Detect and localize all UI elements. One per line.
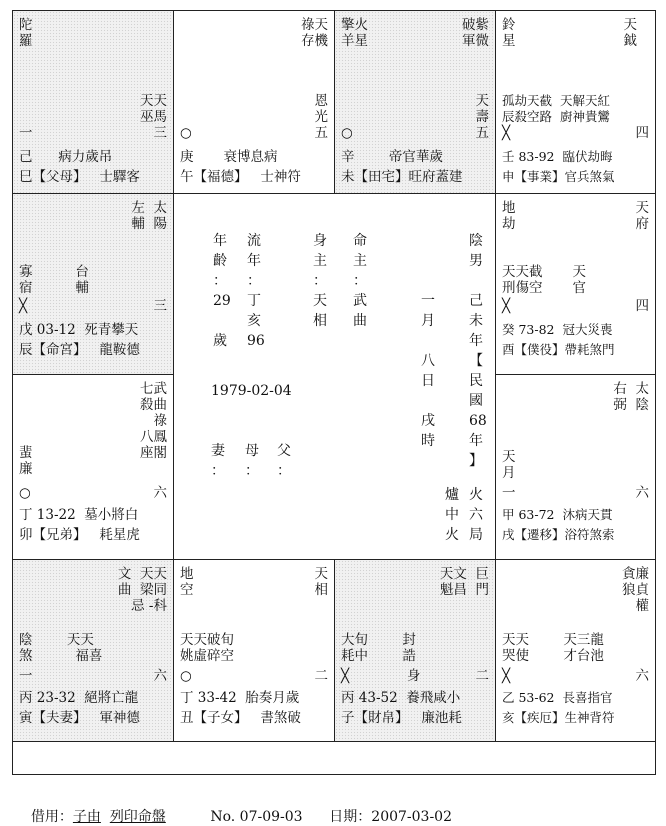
minguo-column: 【 民 國 68 年 】 — [469, 353, 487, 469]
palace-number: 三 — [153, 125, 167, 141]
liunian-column: 流 年 ： 丁 亥 96 — [247, 233, 265, 349]
palace-prefix: 一 — [19, 668, 33, 684]
mother-column: 母 ： — [245, 443, 259, 479]
palace-minor-stars: 天天 天三龍 哭使 才台池 — [502, 632, 604, 664]
palace-chou — [173, 559, 335, 742]
palace-minor-stars: 蜚 廉 — [19, 445, 33, 477]
palace-zi — [334, 559, 496, 742]
palace-number: 六 — [635, 485, 649, 501]
palace-circle-mark: ╳ — [341, 668, 350, 684]
month-day-hour-column: 一 月 八 日 戌 時 — [421, 293, 435, 449]
palace-minor-stars: 天 壽 — [475, 93, 489, 125]
palace-stars-left: 擎火 羊星 — [341, 17, 368, 49]
palace-minor-stars: 天天破旬 姚虛碎空 — [180, 632, 234, 664]
palace-bottom-line-1: 甲 63-72 沐病天貫 — [502, 507, 613, 522]
chart-center-info — [173, 193, 496, 560]
palace-wu — [173, 10, 335, 194]
palace-minor-stars: 天天截 天 刑傷空 官 — [502, 264, 587, 296]
document-date: 日期：2007-03-02 — [329, 809, 452, 825]
palace-circle-mark: ╳ — [502, 125, 511, 141]
palace-bottom-line-1: 庚 衰博息病 — [180, 149, 278, 165]
palace-circle-mark: ○ — [180, 125, 192, 141]
palace-bottom-line-2: 亥【疾厄】生神背符 — [502, 710, 615, 725]
year-column: 己 未 年 — [469, 293, 483, 349]
palace-number: 三 — [153, 298, 167, 314]
palace-bottom-line-2: 子【財帛】 廉池耗 — [341, 710, 462, 726]
palace-circle-mark: ○ — [19, 485, 31, 501]
footer-bar — [22, 790, 452, 826]
body-lord-column: 身 主 ： 天 相 — [313, 233, 327, 329]
palace-circle-mark: ○ — [180, 668, 192, 684]
borrow-label: 借用： — [30, 809, 73, 825]
palace-bottom-line-2: 申【事業】官兵煞氣 — [502, 169, 615, 184]
element-column-2: 火 六 局 — [469, 487, 483, 543]
palace-bottom-line-1: 戊 03-12 死青攀天 — [19, 322, 139, 338]
palace-stars-right: 文 天天 曲 梁同 忌 -科 — [117, 566, 167, 614]
ziwei-chart-grid — [12, 10, 656, 740]
palace-minor-stars: 寡 台 宿 輔 — [19, 264, 89, 296]
palace-number: 二 — [314, 668, 328, 684]
palace-circle-mark: ╳ — [502, 298, 511, 314]
palace-bottom-line-1: 壬 83-92 臨伏劫晦 — [502, 149, 613, 164]
palace-stars-right: 破紫 軍微 — [462, 17, 489, 49]
gender-column: 陰 男 — [469, 233, 483, 269]
palace-stars-left: 陀 羅 — [19, 17, 33, 49]
palace-number: 五 — [314, 125, 328, 141]
palace-mao — [12, 374, 174, 560]
palace-bottom-line-2: 未【田宅】旺府蓋建 — [341, 169, 463, 185]
palace-si — [12, 10, 174, 194]
palace-bottom-line-1: 辛 帝官華歲 — [341, 149, 443, 165]
age-column: 年 齡 ： 29 歲 — [213, 233, 231, 349]
palace-hai — [495, 559, 656, 742]
palace-stars-left: 鈴 星 — [502, 17, 516, 49]
palace-stars-right: 右 太 弼 陰 — [613, 381, 649, 413]
palace-number: 六 — [635, 668, 649, 684]
palace-minor-stars: 陰 天天 煞 福喜 — [19, 632, 103, 664]
palace-chen — [12, 193, 174, 375]
palace-bottom-line-2: 寅【夫妻】 軍神德 — [19, 710, 140, 726]
palace-shen — [495, 10, 656, 194]
palace-circle-mark: ╳ — [19, 298, 28, 314]
palace-stars-right: 左 太 輔 陽 — [131, 200, 167, 232]
palace-bottom-line-2: 卯【兄弟】 耗星虎 — [19, 527, 140, 543]
element-column-1: 爐 中 火 — [445, 487, 459, 543]
palace-bottom-line-1: 丙 43-52 養飛咸小 — [341, 690, 461, 706]
palace-bottom-line-2: 巳【父母】 士驛客 — [19, 169, 140, 185]
palace-xu — [495, 374, 656, 560]
palace-stars-right: 天文 巨 魁昌 門 — [439, 566, 489, 598]
palace-number: 六 — [153, 668, 167, 684]
palace-bottom-line-2: 戌【遷移】浴符煞索 — [502, 527, 615, 542]
palace-stars-right: 天天 巫馬 — [140, 93, 167, 125]
palace-wei — [334, 10, 496, 194]
palace-stars-left: 地 空 — [180, 566, 194, 598]
palace-bottom-line-2: 丑【子女】 書煞破 — [180, 710, 301, 726]
palace-number: 四 — [635, 298, 649, 314]
father-column: 父 ： — [277, 443, 291, 479]
palace-prefix: 一 — [502, 485, 516, 501]
palace-number: 四 — [635, 125, 649, 141]
palace-body-mark: 身 — [407, 668, 421, 684]
palace-prefix: 一 — [19, 125, 33, 141]
palace-you — [495, 193, 656, 375]
palace-bottom-line-1: 乙 53-62 長喜指官 — [502, 690, 613, 705]
wife-column: 妻 ： — [211, 443, 225, 479]
palace-number: 六 — [153, 485, 167, 501]
bottom-strip — [12, 741, 656, 775]
palace-circle-mark: ○ — [341, 125, 353, 141]
palace-minor-stars: 大旬 封 耗中 誥 — [341, 632, 416, 664]
palace-bottom-line-1: 丁 13-22 墓小將白 — [19, 507, 139, 523]
palace-number: 五 — [475, 125, 489, 141]
palace-bottom-line-1: 丙 23-32 絕將亡龍 — [19, 690, 139, 706]
palace-stars-right: 貪廉 狼貞 權 — [622, 566, 649, 614]
life-lord-column: 命 主 ： 武 曲 — [353, 233, 367, 329]
palace-stars-right: 七武 殺曲 祿 八鳳 座閣 — [140, 381, 167, 461]
palace-bottom-line-1: 癸 73-82 冠大災喪 — [502, 322, 613, 337]
palace-stars-right: 天 鉞 — [623, 17, 637, 49]
palace-minor-stars: 天 月 — [502, 449, 516, 481]
palace-stars-right: 天 府 — [635, 200, 649, 232]
palace-bottom-line-2: 午【福德】 士神符 — [180, 169, 301, 185]
palace-bottom-line-1: 己 病力歲吊 — [19, 149, 113, 165]
palace-stars-right: 祿天 存機 — [301, 17, 328, 49]
palace-stars-right: 天 相 — [314, 566, 328, 598]
palace-number: 二 — [475, 668, 489, 684]
palace-yin — [12, 559, 174, 742]
palace-circle-mark: ╳ — [502, 668, 511, 684]
palace-bottom-line-2: 辰【命宮】 龍鞍德 — [19, 342, 140, 358]
print-chart-link[interactable]: 列印命盤 — [109, 809, 166, 825]
palace-stars-left: 地 劫 — [502, 200, 516, 232]
palace-bottom-line-2: 酉【僕役】帶耗煞門 — [502, 342, 615, 357]
borrow-name-link[interactable]: 子由 — [72, 809, 101, 825]
palace-minor-stars: 恩 光 — [314, 93, 328, 125]
palace-bottom-line-1: 丁 33-42 胎奏月歲 — [180, 690, 300, 706]
birth-date: 1979-02-04 — [211, 383, 292, 399]
document-number: No. 07-09-03 — [210, 809, 303, 825]
palace-minor-stars: 孤劫天截 天解天紅 辰殺空路 廚神貴鸞 — [502, 93, 610, 124]
